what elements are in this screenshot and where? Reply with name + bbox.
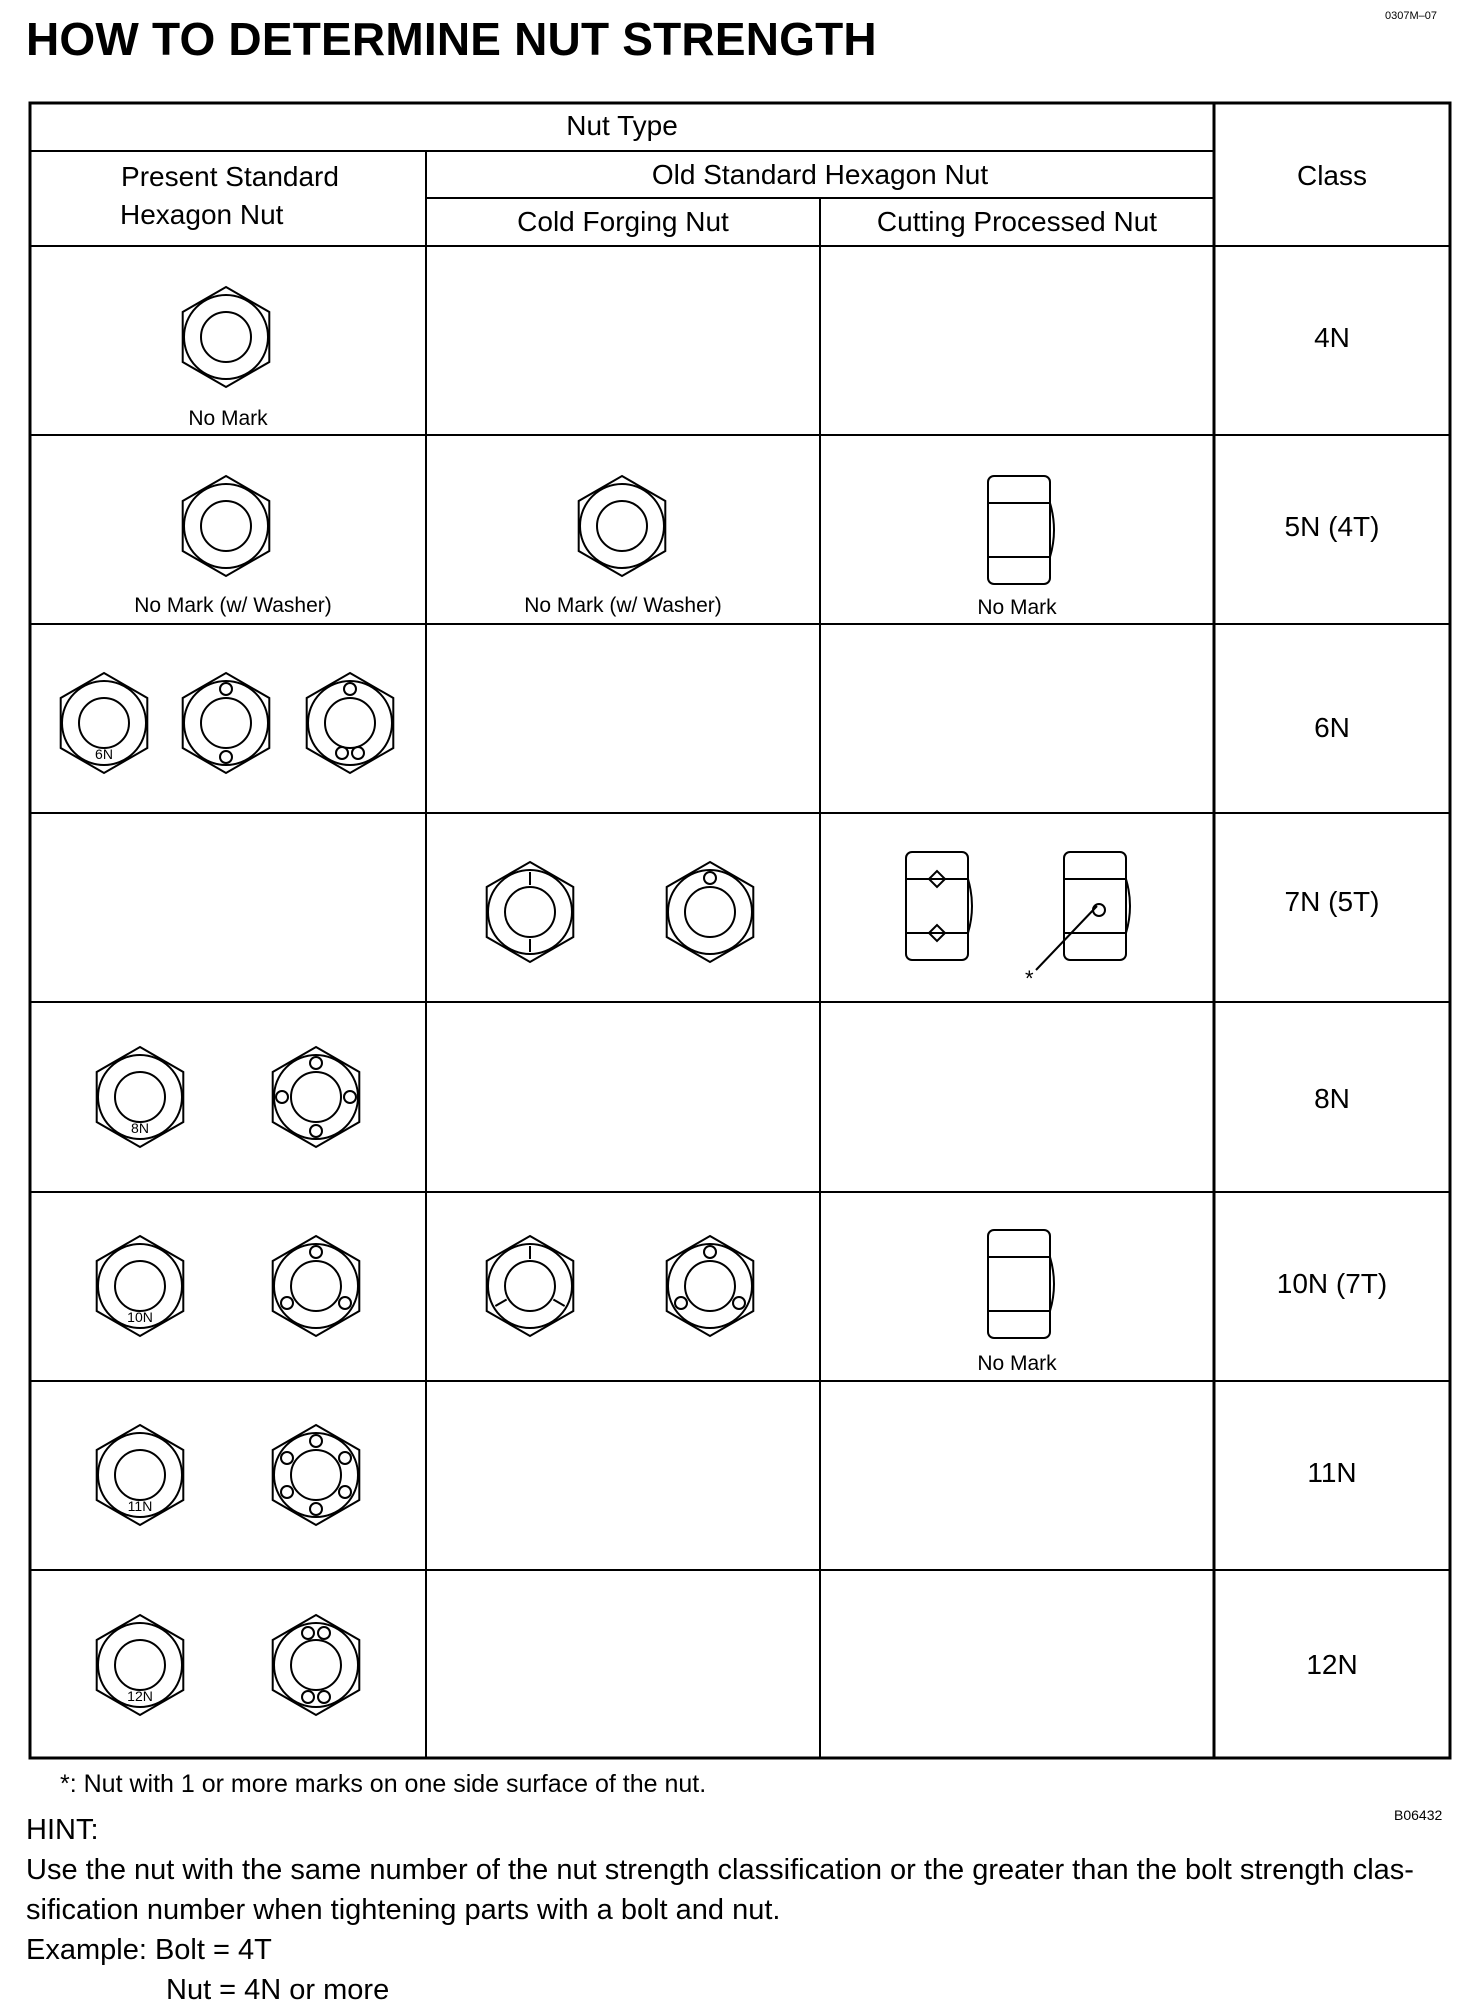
footnote: *: Nut with 1 or more marks on one side surface of the nut. (60, 1770, 707, 1798)
mark-dot (281, 1452, 293, 1464)
mark-dot (675, 1297, 687, 1309)
class-value: 12N (1306, 1649, 1358, 1680)
class-value: 8N (1314, 1083, 1350, 1114)
hex-nut-icon (273, 1047, 360, 1147)
mark-dot (336, 747, 348, 759)
mark-dot (704, 1246, 716, 1258)
mark-dot (1093, 904, 1105, 916)
hex-nut-icon (97, 1615, 184, 1715)
header-cutting-processed: Cutting Processed Nut (876, 206, 1158, 237)
mark-dot (352, 747, 364, 759)
class-value: 11N (1307, 1457, 1357, 1488)
header-cold-forging: Cold Forging Nut (517, 206, 729, 237)
mark-dot (339, 1452, 351, 1464)
hex-nut-icon (273, 1425, 360, 1525)
class-value: 4N (1314, 322, 1350, 353)
mark-dot (310, 1057, 322, 1069)
mark-dot (220, 683, 232, 695)
caption-no-mark: No Mark (188, 407, 268, 430)
mark-line (553, 1300, 564, 1307)
mark-dot (310, 1435, 322, 1447)
mark-dot (733, 1297, 745, 1309)
hex-nut-icon (97, 1425, 184, 1525)
class-value: 10N (7T) (1276, 1268, 1388, 1299)
caption-no-mark: No Mark (977, 596, 1057, 619)
hex-nut-icon (273, 1236, 360, 1336)
hint-text-line2: sification number when tightening parts with a bolt and nut. (26, 1894, 781, 1926)
mark-dot (344, 683, 356, 695)
side-view-nut-icon (988, 476, 1054, 584)
hex-nut-icon (307, 673, 394, 773)
side-view-nut-icon (988, 1230, 1054, 1338)
mark-dot (339, 1297, 351, 1309)
hex-nut-icon (579, 476, 666, 576)
mark-dot (276, 1091, 288, 1103)
hex-nut-icon (183, 673, 270, 773)
mark-dot (339, 1486, 351, 1498)
page-title: HOW TO DETERMINE NUT STRENGTH (26, 13, 877, 65)
class-value: 7N (5T) (1284, 886, 1380, 917)
header-nut-type: Nut Type (566, 110, 678, 141)
caption-no-mark-washer: No Mark (w/ Washer) (524, 594, 722, 617)
mark-dot (281, 1297, 293, 1309)
hint-example-bolt: Example: Bolt = 4T (26, 1934, 272, 1966)
hex-nut-icon (273, 1615, 360, 1715)
hint-text-line1: Use the nut with the same number of the nut strength classification or the greater than the bolt strength clas- (26, 1854, 1414, 1886)
hint-example-nut: Nut = 4N or more (166, 1974, 390, 2006)
mark-line (495, 1300, 506, 1307)
header-old-standard: Old Standard Hexagon Nut (651, 159, 989, 190)
mark-dot (310, 1246, 322, 1258)
hex-nut-icon (667, 862, 754, 962)
mark-dot (302, 1627, 314, 1639)
strength-mark-label: 10N (127, 1309, 153, 1325)
hint-label: HINT: (26, 1814, 99, 1846)
hex-nut-icon (667, 1236, 754, 1336)
hex-nut-icon (183, 287, 270, 387)
strength-mark-label: 12N (127, 1688, 153, 1704)
mark-dot (344, 1091, 356, 1103)
header-present-line1: Present Standard (121, 161, 339, 192)
mark-dot (318, 1691, 330, 1703)
page-code: 0307M–07 (1385, 10, 1437, 22)
header-present-standard (90, 158, 370, 234)
class-value: 5N (4T) (1284, 511, 1380, 542)
side-view-nut-icon (906, 852, 972, 960)
hex-nut-icon (97, 1236, 184, 1336)
hex-nut-icon (183, 476, 270, 576)
caption-no-mark: No Mark (977, 1352, 1057, 1375)
figure-code: B06432 (1394, 1807, 1443, 1823)
mark-dot (318, 1627, 330, 1639)
class-value: 6N (1314, 712, 1350, 743)
mark-dot (281, 1486, 293, 1498)
mark-dot (310, 1125, 322, 1137)
strength-mark-label: 8N (131, 1120, 149, 1136)
hex-nut-icon (61, 673, 148, 773)
caption-no-mark-washer: No Mark (w/ Washer) (134, 594, 332, 617)
header-class: Class (1296, 160, 1367, 191)
mark-dot (220, 751, 232, 763)
header-present-line2: Hexagon Nut (120, 199, 284, 230)
hex-nut-icon (97, 1047, 184, 1147)
hex-nut-icon (487, 862, 574, 962)
strength-mark-label: 6N (95, 746, 113, 762)
hex-nut-icon (487, 1236, 574, 1336)
strength-mark-label: 11N (127, 1498, 153, 1514)
asterisk-mark: * (1025, 966, 1034, 991)
mark-dot (704, 872, 716, 884)
mark-dot (310, 1503, 322, 1515)
mark-dot (302, 1691, 314, 1703)
